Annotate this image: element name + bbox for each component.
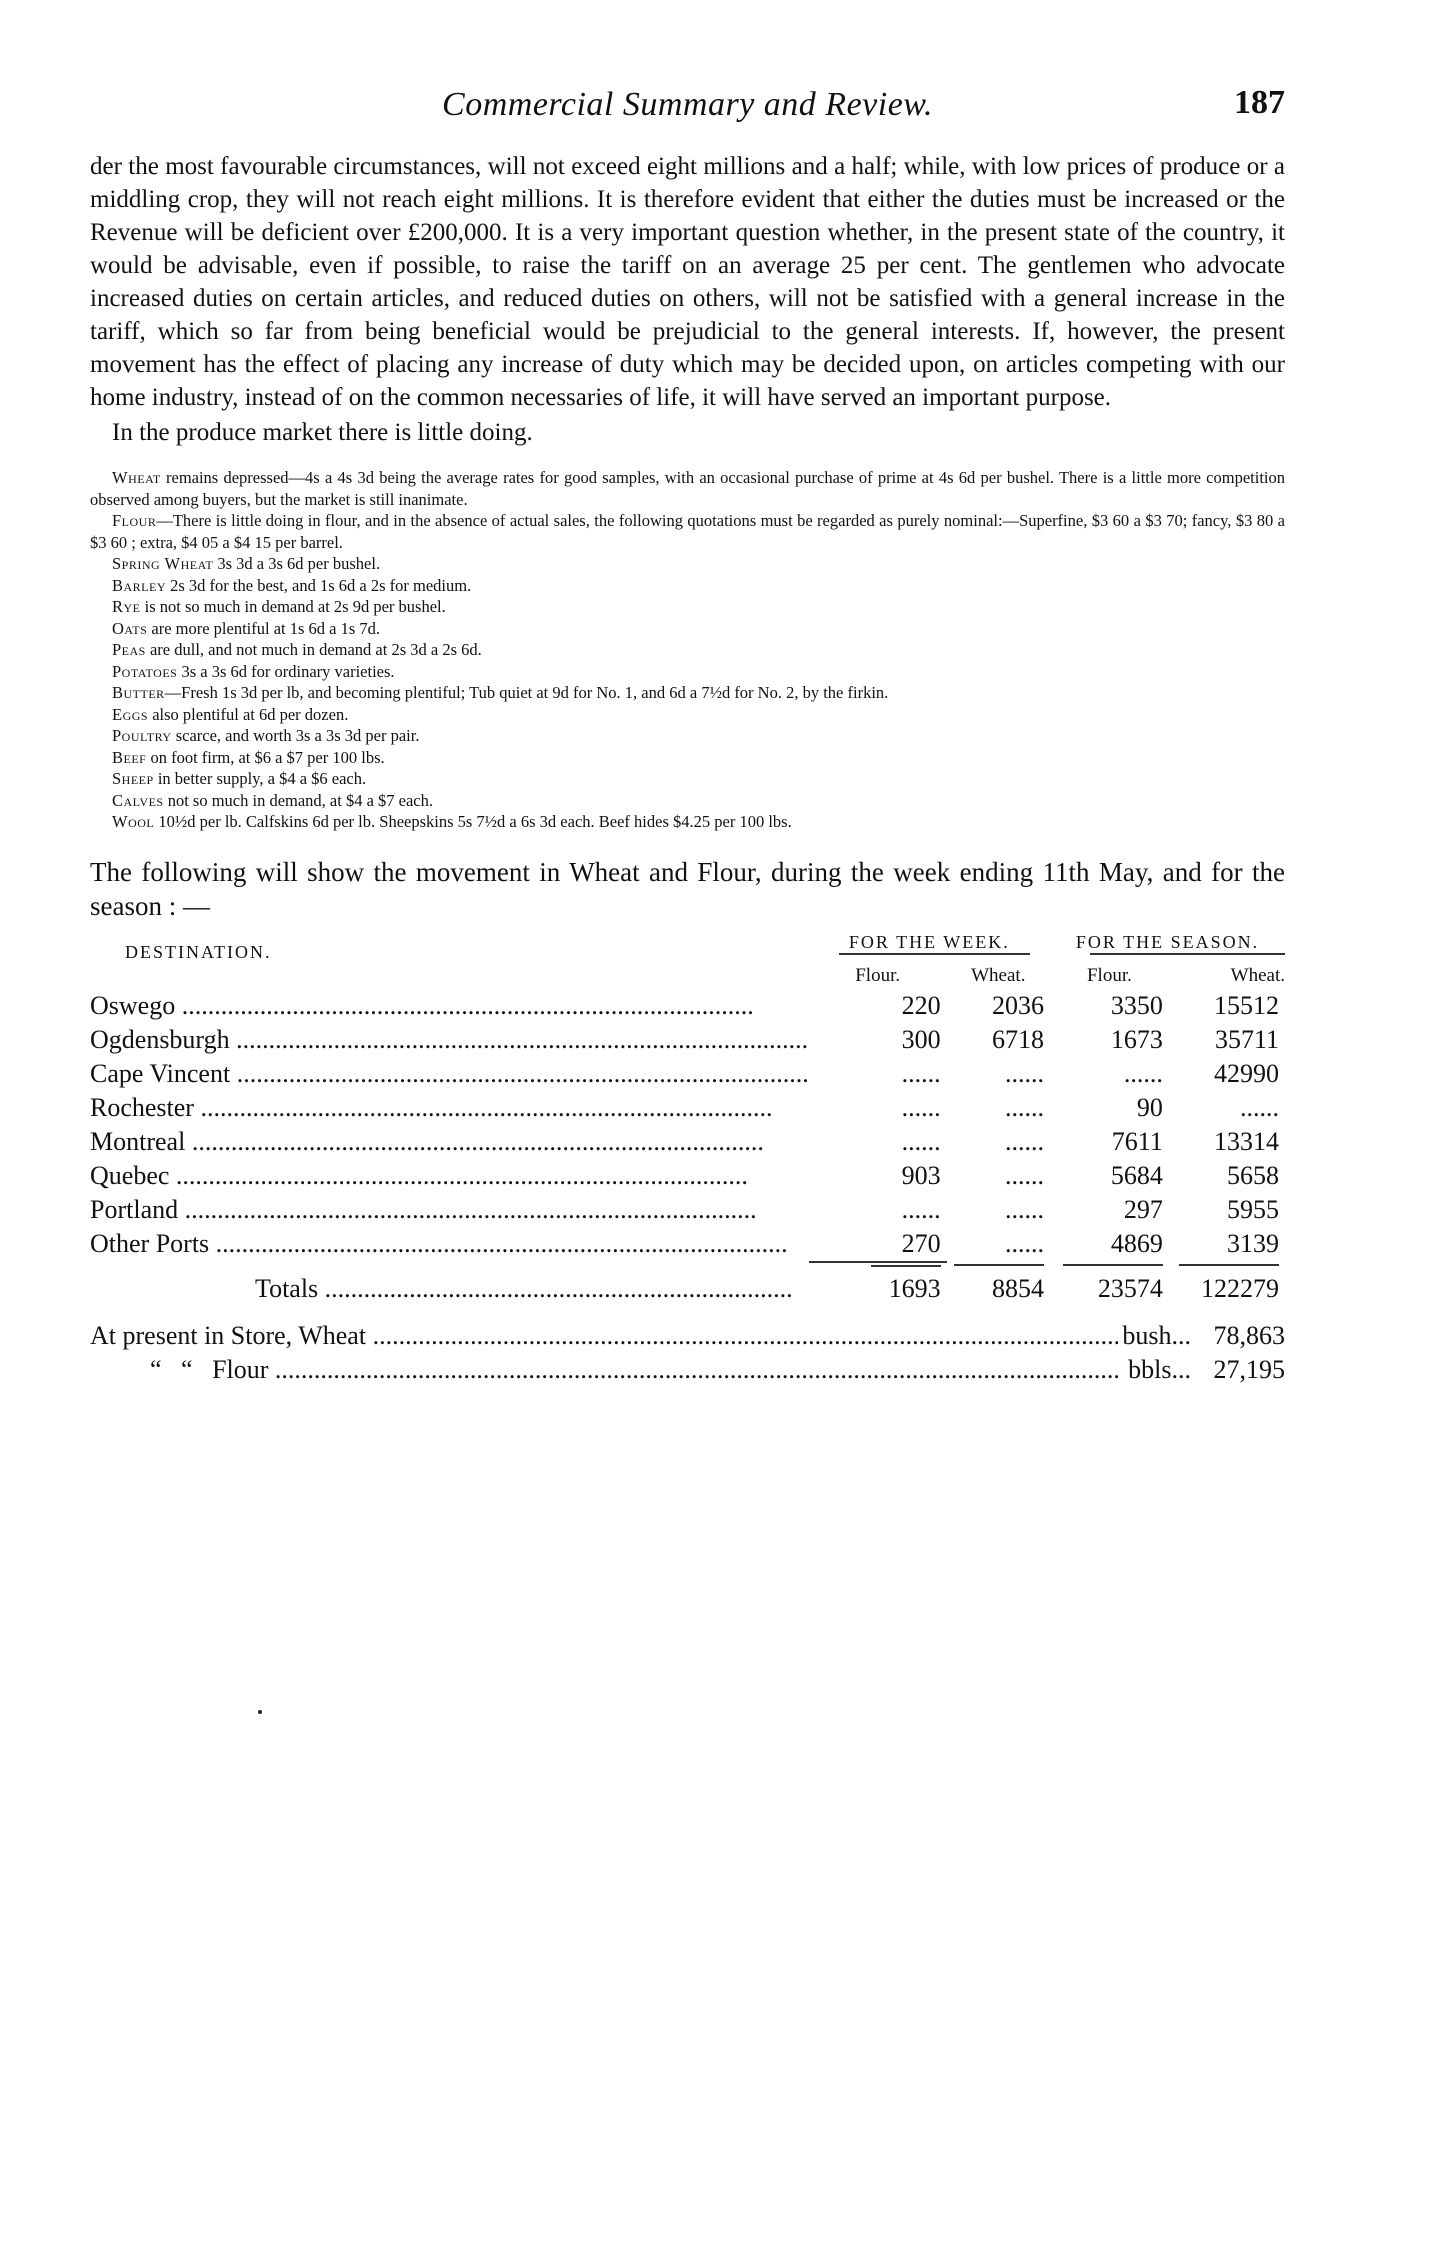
week-flour-cell: 300 — [901, 1024, 941, 1054]
week-wheat-cell: ...... — [1004, 1126, 1044, 1156]
page-number: 187 — [1234, 84, 1285, 121]
season-flour-cell: 7611 — [1111, 1126, 1163, 1156]
store-wheat-line — [90, 1319, 1285, 1353]
market-quote — [90, 790, 1285, 812]
sum-rule — [1063, 1264, 1163, 1266]
table-row — [90, 989, 1285, 1023]
market-report — [90, 467, 1285, 833]
market-quote — [90, 747, 1285, 769]
commodity-quote: —Fresh 1s 3d per lb, and becoming plentiful; Tub quiet at 9d for No. 1, and 6d a 7½d for No. 2, by the firkin. — [164, 683, 889, 702]
market-quote — [90, 596, 1285, 618]
store-flour-value: 27,195 — [1213, 1354, 1285, 1384]
market-quote — [90, 811, 1285, 833]
destination-name: Cape Vincent ..... — [90, 1057, 809, 1091]
table-row — [90, 1125, 1285, 1159]
store-wheat-value: 78,863 — [1213, 1320, 1285, 1350]
season-wheat-cell: 3139 — [1227, 1229, 1279, 1258]
commodity-name: Eggs — [112, 704, 149, 724]
table-row — [90, 1057, 1285, 1091]
totals-label: Totals ..... — [90, 1269, 809, 1309]
table-row — [90, 1023, 1285, 1057]
commodity-quote: 3s a 3s 6d for ordinary varieties. — [177, 661, 395, 681]
season-wheat-cell: 42990 — [1214, 1058, 1279, 1088]
destination-name: Oswego ..... — [90, 989, 809, 1023]
season-wheat-cell: 35711 — [1214, 1024, 1279, 1054]
commodity-name: Potatoes — [112, 661, 178, 681]
week-flour-cell: ...... — [901, 1194, 941, 1224]
destination-header: DESTINATION. — [125, 941, 272, 962]
table-row — [90, 1227, 1285, 1262]
week-wheat-cell: 2036 — [991, 990, 1044, 1020]
sum-rule — [871, 1265, 941, 1267]
season-flour-cell: 90 — [1136, 1092, 1163, 1122]
market-quote — [90, 618, 1285, 640]
commodity-quote: on foot firm, at $6 a $7 per 100 lbs. — [146, 747, 385, 767]
commodity-quote: in better supply, a $4 a $6 each. — [153, 769, 367, 788]
market-quote — [90, 639, 1285, 661]
commodity-quote: are dull, and not much in demand at 2s 3d a 2s 6d. — [145, 640, 482, 659]
market-quote — [90, 725, 1285, 747]
store-flour-unit: bbls... — [1128, 1354, 1191, 1384]
season-flour-cell: 297 — [1123, 1194, 1163, 1224]
commodity-quote: —There is little doing in flour, and in the absence of actual sales, the following quotations must be regarded as purely nominal:—Superfine, $3 60 a $3 70; fancy, $3 80 a $3 60 ; extra, $4 05 a $4 15 per barrel. — [90, 511, 1285, 552]
col-week-flour: Flour. — [855, 964, 901, 986]
commodity-quote: 3s 3d a 3s 6d per bushel. — [213, 554, 381, 573]
commodity-quote: 10½d per lb. Calfskins 6d per lb. Sheepskins 5s 7½d a 6s 3d each. Beef hides $4.25 per 100 lbs. — [154, 812, 792, 831]
document-page — [90, 80, 1285, 1387]
season-flour-cell: 5684 — [1110, 1160, 1163, 1190]
commodity-quote: remains depressed—4s a 4s 3d being the average rates for good samples, with an occasional purchase of prime at 4s 6d per bushel. There is a little more competition observed among buyers, but the market is still inanimate. — [90, 468, 1285, 509]
destination-name: Rochester ..... — [90, 1091, 809, 1125]
stray-mark — [258, 1710, 262, 1714]
movement-intro: The following will show the movement in Wheat and Flour, during the week ending 11th May, and for the season : — — [90, 856, 1285, 921]
commodity-name: Rye — [112, 597, 141, 616]
market-quote — [90, 661, 1285, 683]
destination-name: Montreal ..... — [90, 1125, 809, 1159]
market-quote — [90, 682, 1285, 704]
totals-row — [90, 1269, 1285, 1309]
movement-table — [90, 925, 1285, 1309]
season-wheat-cell: ...... — [1240, 1092, 1279, 1122]
commodity-quote: are more plentiful at 1s 6d a 1s 7d. — [147, 618, 381, 638]
col-season-wheat: Wheat. — [1230, 964, 1285, 986]
commodity-name: Peas — [112, 640, 146, 659]
sum-rule — [954, 1264, 1044, 1266]
week-flour-cell: ...... — [901, 1092, 941, 1122]
commodity-name: Calves — [112, 790, 164, 810]
sum-rule — [1179, 1264, 1279, 1266]
table-row — [90, 1091, 1285, 1125]
commodity-name: Barley — [112, 575, 167, 595]
destination-name: Ogdensburgh ..... — [90, 1023, 809, 1057]
week-flour-cell: 220 — [901, 990, 941, 1020]
week-wheat-cell: 6718 — [991, 1024, 1044, 1054]
week-flour-cell: 903 — [901, 1160, 941, 1190]
market-quote — [90, 704, 1285, 726]
col-season-flour: Flour. — [1086, 964, 1132, 986]
market-quote — [90, 553, 1285, 575]
season-brace — [1090, 953, 1285, 963]
week-brace — [839, 953, 1030, 963]
week-group-header: FOR THE WEEK. — [848, 931, 1010, 952]
market-quote — [90, 768, 1285, 790]
season-flour-cell: 4869 — [1110, 1229, 1163, 1258]
market-quote — [90, 467, 1285, 510]
season-wheat-cell: 15512 — [1214, 990, 1279, 1020]
commodity-name: Wool — [112, 812, 155, 831]
col-week-wheat: Wheat. — [971, 964, 1026, 986]
commodity-name: Wheat — [112, 468, 161, 487]
commodity-quote: also plentiful at 6d per dozen. — [148, 704, 349, 724]
commodity-name: Sheep — [112, 769, 154, 788]
body-paragraph: In the produce market there is little doing. — [112, 419, 533, 446]
commodity-quote: not so much in demand, at $4 a $7 each. — [163, 790, 434, 810]
totals-week-wheat: 8854 — [991, 1273, 1044, 1303]
commodity-name: Butter — [112, 683, 165, 702]
commodity-name: Oats — [112, 618, 148, 638]
season-wheat-cell: 5658 — [1227, 1160, 1279, 1190]
page-header — [90, 80, 1285, 150]
commodity-name: Poultry — [112, 726, 172, 745]
store-flour-label: “ “ Flour ..... — [90, 1353, 1124, 1387]
season-wheat-cell: 13314 — [1214, 1126, 1279, 1156]
body-paragraph: der the most favourable circumstances, will not exceed eight millions and a half; while, with low prices of produce or a middling crop, they will not reach eight millions. It is therefore evident that either the duties must be increased or the Revenue will be deficient over £200,000. It is a very important question whether, in the present state of the country, it would be advisable, even if possible, to raise the tariff on an average 25 per cent. The gentlemen who advocate increased duties on certain articles, and reduced duties on others, will not be satisfied with a general increase in the tariff, which so far from being beneficial would be prejudicial to the general interests. If, however, the present movement has the effect of placing any increase of duty which may be decided upon, on articles competing with our home industry, instead of on the common necessaries of life, it will have served an important purpose. — [90, 153, 1285, 411]
commodity-quote: 2s 3d for the best, and 1s 6d a 2s for medium. — [166, 575, 472, 595]
table-row — [90, 1193, 1285, 1227]
market-quote — [90, 575, 1285, 597]
destination-name: Portland ..... — [90, 1193, 809, 1227]
totals-season-wheat: 122279 — [1201, 1273, 1279, 1303]
season-wheat-cell: 5955 — [1227, 1194, 1279, 1224]
destination-name: Other Ports ..... — [90, 1227, 809, 1262]
week-wheat-cell: ...... — [1004, 1092, 1044, 1122]
store-summary — [90, 1319, 1285, 1387]
week-wheat-cell: ...... — [1004, 1058, 1044, 1088]
market-quote — [90, 510, 1285, 553]
commodity-quote: scarce, and worth 3s a 3s 3d per pair. — [171, 726, 420, 745]
destination-name: Quebec ..... — [90, 1159, 809, 1193]
running-title: Commercial Summary and Review. — [442, 86, 933, 123]
store-wheat-label: At present in Store, Wheat ..... — [90, 1319, 1118, 1353]
store-flour-line — [90, 1353, 1285, 1387]
table-row — [90, 1159, 1285, 1193]
commodity-quote: is not so much in demand at 2s 9d per bushel. — [140, 597, 446, 616]
season-flour-cell: ...... — [1123, 1058, 1163, 1088]
week-wheat-cell: ...... — [1004, 1160, 1044, 1190]
week-wheat-cell: ...... — [1004, 1194, 1044, 1224]
totals-season-flour: 23574 — [1097, 1273, 1163, 1303]
movement-rows — [90, 989, 1285, 1262]
week-flour-cell: 270 — [901, 1228, 941, 1258]
commodity-name: Flour — [112, 511, 157, 530]
week-flour-cell: ...... — [901, 1058, 941, 1088]
commodity-name: Beef — [112, 747, 147, 767]
week-flour-cell: ...... — [901, 1126, 941, 1156]
totals-week-flour: 1693 — [888, 1273, 941, 1303]
commodity-name: Spring Wheat — [112, 554, 214, 573]
season-flour-cell: 1673 — [1110, 1024, 1163, 1054]
season-group-header: FOR THE SEASON. — [1075, 931, 1260, 952]
season-flour-cell: 3350 — [1110, 990, 1163, 1020]
store-wheat-unit: bush... — [1122, 1320, 1191, 1350]
week-wheat-cell: ...... — [1004, 1229, 1044, 1258]
